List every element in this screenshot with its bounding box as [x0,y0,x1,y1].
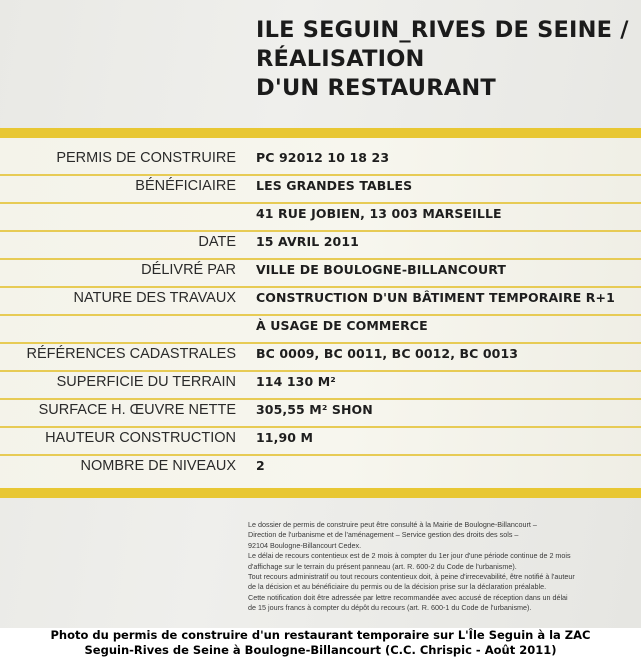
table-row [0,174,641,204]
table-row [0,286,641,316]
title-line: ILE SEGUIN_RIVES DE SEINE / [256,17,629,43]
row-value: 114 130 M² [256,374,336,389]
caption-line: Seguin-Rives de Seine à Boulogne-Billancourt (C.C. Chrispic - Août 2011) [84,643,557,657]
row-value: VILLE DE BOULOGNE-BILLANCOURT [256,262,506,277]
row-value: 305,55 M² SHON [256,402,373,417]
title-line: D'UN RESTAURANT [256,75,496,101]
row-label: BÉNÉFICIAIRE [135,178,236,194]
row-value: CONSTRUCTION D'UN BÂTIMENT TEMPORAIRE R+1 [256,290,615,305]
row-label: NOMBRE DE NIVEAUX [80,458,236,474]
row-label: RÉFÉRENCES CADASTRALES [26,346,236,362]
row-label: SUPERFICIE DU TERRAIN [56,374,236,390]
title-line: RÉALISATION [256,46,425,72]
notice-line: Le délai de recours contentieux est de 2 mois à compter du 1er jour d'une période continue de 2 mois [248,551,571,561]
table-row [0,258,641,288]
table-row [0,314,641,344]
notice-line: Direction de l'urbanisme et de l'aménagement – Service gestion des droits des sols – [248,530,519,540]
row-value: 11,90 M [256,430,314,445]
row-value: À USAGE DE COMMERCE [256,318,428,333]
row-value: 2 [256,458,265,473]
row-value: PC 92012 10 18 23 [256,150,390,165]
row-label: NATURE DES TRAVAUX [73,290,236,306]
table-row [0,426,641,456]
notice-line: de 15 jours francs à compter du dépôt du recours (art. R. 600-1 du Code de l'urbanisme). [248,603,532,613]
caption-line: Photo du permis de construire d'un restaurant temporaire sur L'Île Seguin à la ZAC [50,628,591,642]
table-row [0,370,641,400]
row-value: 15 AVRIL 2011 [256,234,359,249]
notice-line: Tout recours administratif ou tout recours contentieux doit, à peine d'irrecevabilité, être notifié à l'auteur [248,572,575,582]
permit-details-table [0,138,641,488]
row-label: PERMIS DE CONSTRUIRE [56,150,236,166]
row-label: DÉLIVRÉ PAR [141,262,236,278]
table-row [0,398,641,428]
photo-caption [0,628,641,660]
yellow-band-bottom [0,488,641,498]
row-value: LES GRANDES TABLES [256,178,413,193]
row-label: SURFACE H. ŒUVRE NETTE [38,402,236,418]
notice-line: Le dossier de permis de construire peut être consulté à la Mairie de Boulogne-Billancourt – [248,520,537,529]
notice-line: de la décision et au bénéficiaire du permis ou de la décision prise sur la déclaration préalable. [248,582,547,592]
table-row [0,146,641,176]
table-row [0,230,641,260]
legal-notice [248,520,633,614]
yellow-band-top [0,128,641,138]
table-row [0,342,641,372]
table-row [0,202,641,232]
row-value: BC 0009, BC 0011, BC 0012, BC 0013 [256,346,519,361]
notice-line: 92104 Boulogne-Billancourt Cedex. [248,540,362,550]
sign-title [256,16,629,103]
row-label: HAUTEUR CONSTRUCTION [45,430,236,446]
row-value: 41 RUE JOBIEN, 13 003 MARSEILLE [256,206,502,221]
row-label: DATE [198,234,236,250]
table-row [0,454,641,482]
notice-line: Cette notification doit être adressée par lettre recommandée avec accusé de réception dans un délai [248,592,568,602]
notice-line: d'affichage sur le terrain du présent panneau (art. R. 600-2 du Code de l'urbanisme). [248,561,517,571]
